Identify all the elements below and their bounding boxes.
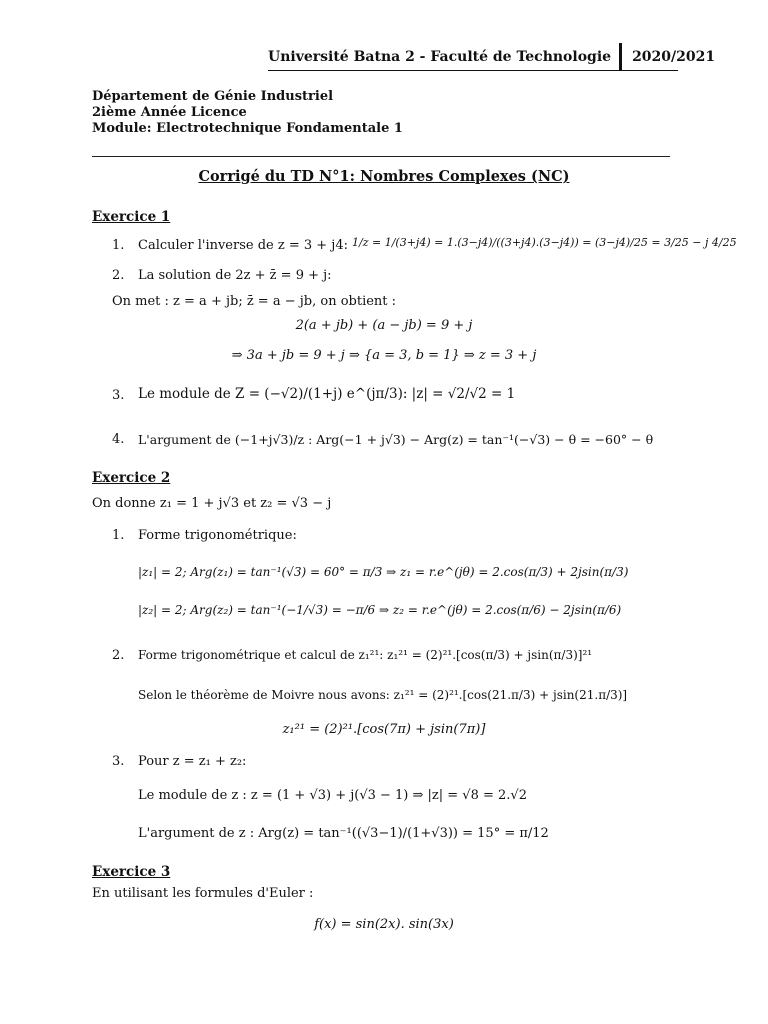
ex2-q3-text: Pour z = z₁ + z₂: xyxy=(138,754,247,769)
ex2-q2-text: Forme trigonométrique et calcul de z₁²¹: z₁²¹ = (2)²¹.[cos(π/3) + jsin(π/3)]²¹ xyxy=(138,648,593,662)
ex1-q3-text: Le module de Z = (−√2)/(1+j) e^(jπ/3): |z| = √2/√2 = 1 xyxy=(138,386,516,402)
ex1-q4-number: 4. xyxy=(112,432,125,447)
ex1-q1-math: 1/z = 1/(3+j4) = 1.(3−j4)/((3+j4).(3−j4)) = (3−j4)/25 = 3/25 − j 4/25 xyxy=(352,236,737,249)
department: Département de Génie Industriel xyxy=(92,89,334,104)
ex1-q2-put: On met : z = a + jb; z̄ = a − jb, on obtient : xyxy=(112,294,397,309)
ex2-q2-moivre: Selon le théorème de Moivre nous avons: z₁²¹ = (2)²¹.[cos(21.π/3) + jsin(21.π/3)] xyxy=(138,688,628,702)
ex1-q3-number: 3. xyxy=(112,388,125,403)
ex1-q2-number: 2. xyxy=(112,268,125,283)
page-header xyxy=(268,44,715,70)
ex2-q1-line1: |z₁| = 2; Arg(z₁) = tan⁻¹(√3) = 60° = π/3 ⇒ z₁ = r.e^(jθ) = 2.cos(π/3) + 2jsin(π/3) xyxy=(138,565,629,579)
ex1-q1-number: 1. xyxy=(112,238,125,253)
ex2-given: On donne z₁ = 1 + j√3 et z₂ = √3 − j xyxy=(92,496,332,511)
ex2-q2-result: z₁²¹ = (2)²¹.[cos(7π) + jsin(7π)] xyxy=(282,722,486,737)
ex1-q4-text: L'argument de (−1+j√3)/z : Arg(−1 + j√3) − Arg(z) = tan⁻¹(−√3) − θ = −60° − θ xyxy=(138,432,654,447)
exercise-1-heading: Exercice 1 xyxy=(92,209,171,225)
ex2-q2-number: 2. xyxy=(112,648,125,663)
ex2-q3-number: 3. xyxy=(112,754,125,769)
ex1-q2-text: La solution de 2z + z̄ = 9 + j: xyxy=(138,268,332,283)
ex1-q1-text: Calculer l'inverse de z = 3 + j4: xyxy=(138,238,348,253)
ex2-q1-number: 1. xyxy=(112,528,125,543)
ex2-q1-text: Forme trigonométrique: xyxy=(138,528,297,543)
ex2-q3-modulus: Le module de z : z = (1 + √3) + j(√3 − 1) ⇒ |z| = √8 = 2.√2 xyxy=(138,788,527,803)
header-underline xyxy=(268,70,678,71)
exercise-3-heading: Exercice 3 xyxy=(92,864,171,880)
header-separator xyxy=(619,43,622,71)
ex3-intro: En utilisant les formules d'Euler : xyxy=(92,886,314,901)
ex1-q2-eq1: 2(a + jb) + (a − jb) = 9 + j xyxy=(295,318,473,333)
academic-year: 2020/2021 xyxy=(632,49,716,65)
level: 2ième Année Licence xyxy=(92,105,247,120)
ex2-q1-line2: |z₂| = 2; Arg(z₂) = tan⁻¹(−1/√3) = −π/6 ⇒ z₂ = r.e^(jθ) = 2.cos(π/6) − 2jsin(π/6) xyxy=(138,603,622,617)
ex2-q3-argument: L'argument de z : Arg(z) = tan⁻¹((√3−1)/(1+√3)) = 15° = π/12 xyxy=(138,826,549,841)
ex3-equation: f(x) = sin(2x). sin(3x) xyxy=(314,917,454,932)
exercise-2-heading: Exercice 2 xyxy=(92,470,171,486)
module: Module: Electrotechnique Fondamentale 1 xyxy=(92,121,403,136)
university-name: Université Batna 2 - Faculté de Technologie xyxy=(268,49,612,65)
ex1-q2-eq2: ⇒ 3a + jb = 9 + j ⇒ {a = 3, b = 1} ⇒ z = 3 + j xyxy=(231,348,537,363)
separator-rule xyxy=(92,156,670,157)
page-title: Corrigé du TD N°1: Nombres Complexes (NC) xyxy=(198,168,570,185)
